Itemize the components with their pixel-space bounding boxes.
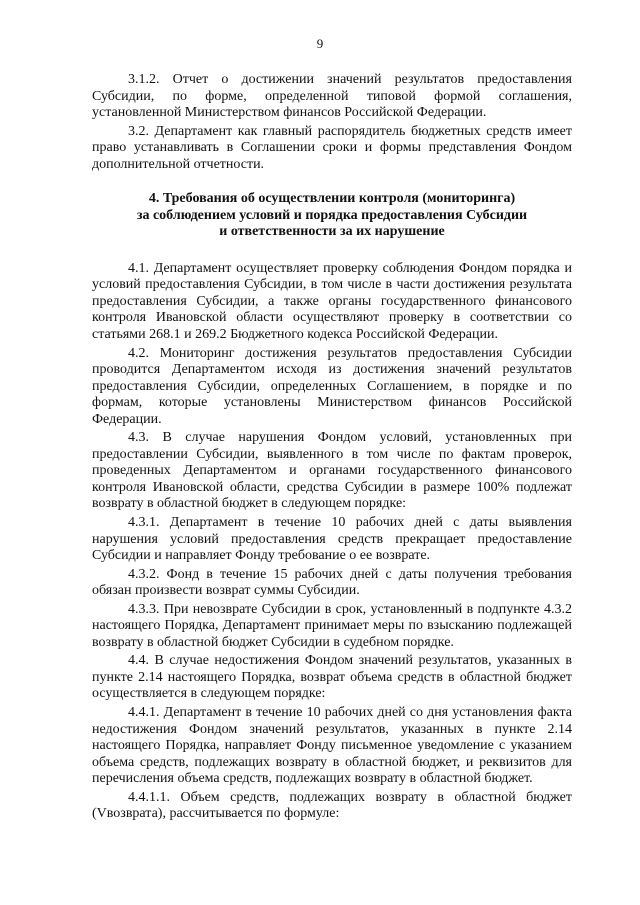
paragraph-4-4-1: 4.4.1. Департамент в течение 10 рабочих дней со дня установления факта недостижения Фондом значений результатов, указанных в пункте 2.14 настоящего Порядка, направляет Фонду письменное уведомление с указанием объема средств, подлежащих возврату в областной бюджет, и реквизитов для перечисления объема средств, подлежащих возврату в областной бюджет.: [92, 705, 572, 787]
paragraph-4-4: 4.4. В случае недостижения Фондом значений результатов, указанных в пункте 2.14 настоящего Порядка, возврат объема средств в областной бюджет осуществляется в следующем порядке:: [92, 653, 572, 702]
page-number: 9: [316, 36, 324, 51]
paragraph-4-3-3: 4.3.3. При невозврате Субсидии в срок, установленный в подпункте 4.3.2 настоящего Порядка, Департамент принимает меры по взысканию подлежащей возврату в областной бюджет Субсидии в судебном порядке.: [92, 601, 572, 650]
paragraph-4-2: 4.2. Мониторинг достижения результатов предоставления Субсидии проводится Департаментом исходя из достижения значений результатов предоставления Субсидии, определенных Соглашением, в порядке и по формам, которые установлены Министерством финансов Российской Федерации.: [92, 345, 572, 427]
paragraph-4-3-1: 4.3.1. Департамент в течение 10 рабочих дней с даты выявления нарушения условий предоставления средств прекращает предоставление Субсидии и направляет Фонду требование о ее возврате.: [92, 514, 572, 564]
section-heading-line-2: за соблюдением условий и порядка предоставления Субсидии: [136, 207, 528, 223]
paragraph-3-1-2: 3.1.2. Отчет о достижении значений результатов предоставления Субсидии, по форме, определенной типовой формой соглашения, установленной Министерством финансов Российской Федерации.: [92, 72, 572, 121]
paragraph-4-1: 4.1. Департамент осуществляет проверку соблюдения Фондом порядка и условий предоставления Субсидии, в том числе в части достижения результата предоставления Субсидии, а также органы государственного финансового контроля Ивановской области осуществляют проверку в соответствии со статьями 268.1 и 269.2 Бюджетного кодекса Российской Федерации.: [92, 260, 572, 342]
section-heading-line-1: 4. Требования об осуществлении контроля (мониторинга): [148, 191, 516, 207]
document-body: [92, 72, 572, 825]
paragraph-4-4-1-1: 4.4.1.1. Объем средств, подлежащих возврату в областной бюджет (Vвозврата), рассчитывается по формуле:: [92, 789, 572, 822]
section-heading: [92, 191, 572, 241]
paragraph-3-2: 3.2. Департамент как главный распорядитель бюджетных средств имеет право устанавливать в Соглашении сроки и формы представления Фондом дополнительной отчетности.: [92, 123, 572, 172]
section-heading-line-3: и ответственности за их нарушение: [219, 224, 445, 240]
paragraph-4-3-2: 4.3.2. Фонд в течение 15 рабочих дней с даты получения требования обязан произвести возврат суммы Субсидии.: [92, 566, 572, 599]
paragraph-4-3: 4.3. В случае нарушения Фондом условий, установленных при предоставлении Субсидии, выявленного в том числе по фактам проверок, проведенных Департаментом и органами государственного финансового контроля Ивановской области, средства Субсидии в размере 100% подлежат возврату в областной бюджет в следующем порядке:: [92, 430, 572, 512]
